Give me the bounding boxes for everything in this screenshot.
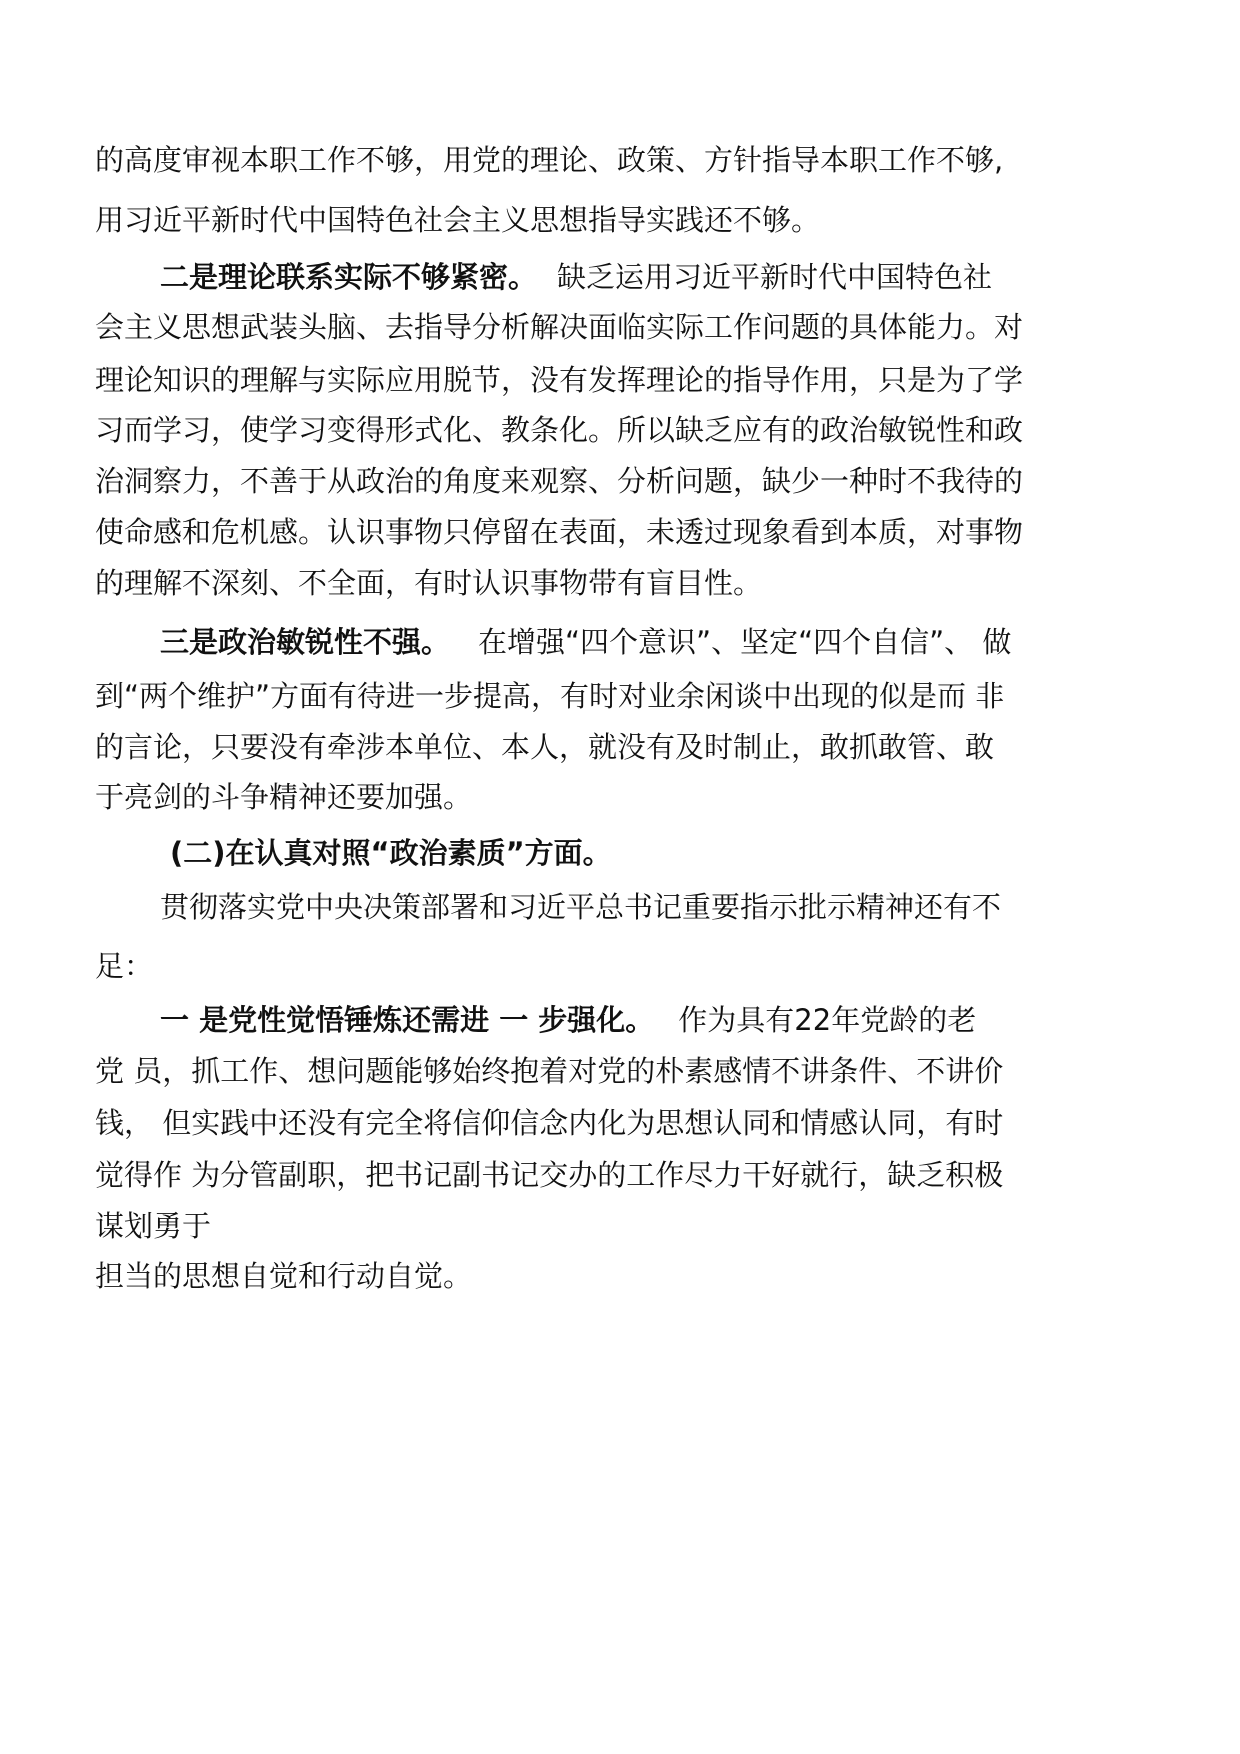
text-line: 治洞察力，不善于从政治的角度来观察、分析问题，缺少一种时不我待的 — [95, 464, 1024, 498]
text-line: 钱， 但实践中还没有完全将信仰信念内化为思想认同和情感认同，有时 — [95, 1106, 1004, 1140]
text-line: 使命感和危机感。认识事物只停留在表面，未透过现象看到本质，对事物 — [95, 515, 1024, 549]
text-run: 作为具有22年党龄的老 — [678, 1003, 977, 1037]
text-line: 习而学习，使学习变得形式化、教条化。所以缺乏应有的政治敏锐性和政 — [95, 413, 1024, 447]
paragraph-heading-three: 三是政治敏锐性不强。 — [160, 625, 451, 659]
section-heading: (二)在认真对照“政治素质”方面。 — [170, 836, 612, 870]
paragraph-line — [160, 257, 992, 297]
paragraph-line — [160, 1000, 976, 1040]
text-line: 于亮剑的斗争精神还要加强。 — [95, 780, 473, 814]
paragraph-line — [160, 622, 1011, 662]
text-line: 的高度审视本职工作不够，用党的理论、政策、方针指导本职工作不够, — [95, 143, 1004, 177]
text-line: 到“两个维护”方面有待进一步提高，有时对业余闲谈中出现的似是而 非 — [95, 679, 1005, 713]
text-line: 理论知识的理解与实际应用脱节，没有发挥理论的指导作用，只是为了学 — [95, 363, 1024, 397]
paragraph-heading-one: 一 是党性觉悟锤炼还需进 一 步强化。 — [160, 1003, 655, 1037]
text-line: 足： — [95, 949, 154, 983]
text-line: 谋划勇于 — [95, 1209, 212, 1243]
text-line: 党 员，抓工作、想问题能够始终抱着对党的朴素感情不讲条件、不讲价 — [95, 1054, 1004, 1088]
text-line: 贯彻落实党中央决策部署和习近平总书记重要指示批示精神还有不 — [160, 890, 1002, 924]
paragraph-heading-two: 二是理论联系实际不够紧密。 — [160, 260, 538, 294]
text-line: 会主义思想武装头脑、去指导分析解决面临实际工作问题的具体能力。对 — [95, 310, 1024, 344]
text-line: 的理解不深刻、不全面，有时认识事物带有盲目性。 — [95, 566, 763, 600]
text-run: 在增强“四个意识”、坚定“四个自信”、 做 — [478, 625, 1012, 659]
text-line: 的言论，只要没有牵涉本单位、本人，就没有及时制止，敢抓敢管、敢 — [95, 730, 995, 764]
text-line: 觉得作 为分管副职，把书记副书记交办的工作尽力干好就行，缺乏积极 — [95, 1158, 1004, 1192]
text-run: 缺乏运用习近平新时代中国特色社 — [557, 260, 993, 294]
text-line: 用习近平新时代中国特色社会主义思想指导实践还不够。 — [95, 203, 821, 237]
text-line: 担当的思想自觉和行动自觉。 — [95, 1259, 473, 1293]
